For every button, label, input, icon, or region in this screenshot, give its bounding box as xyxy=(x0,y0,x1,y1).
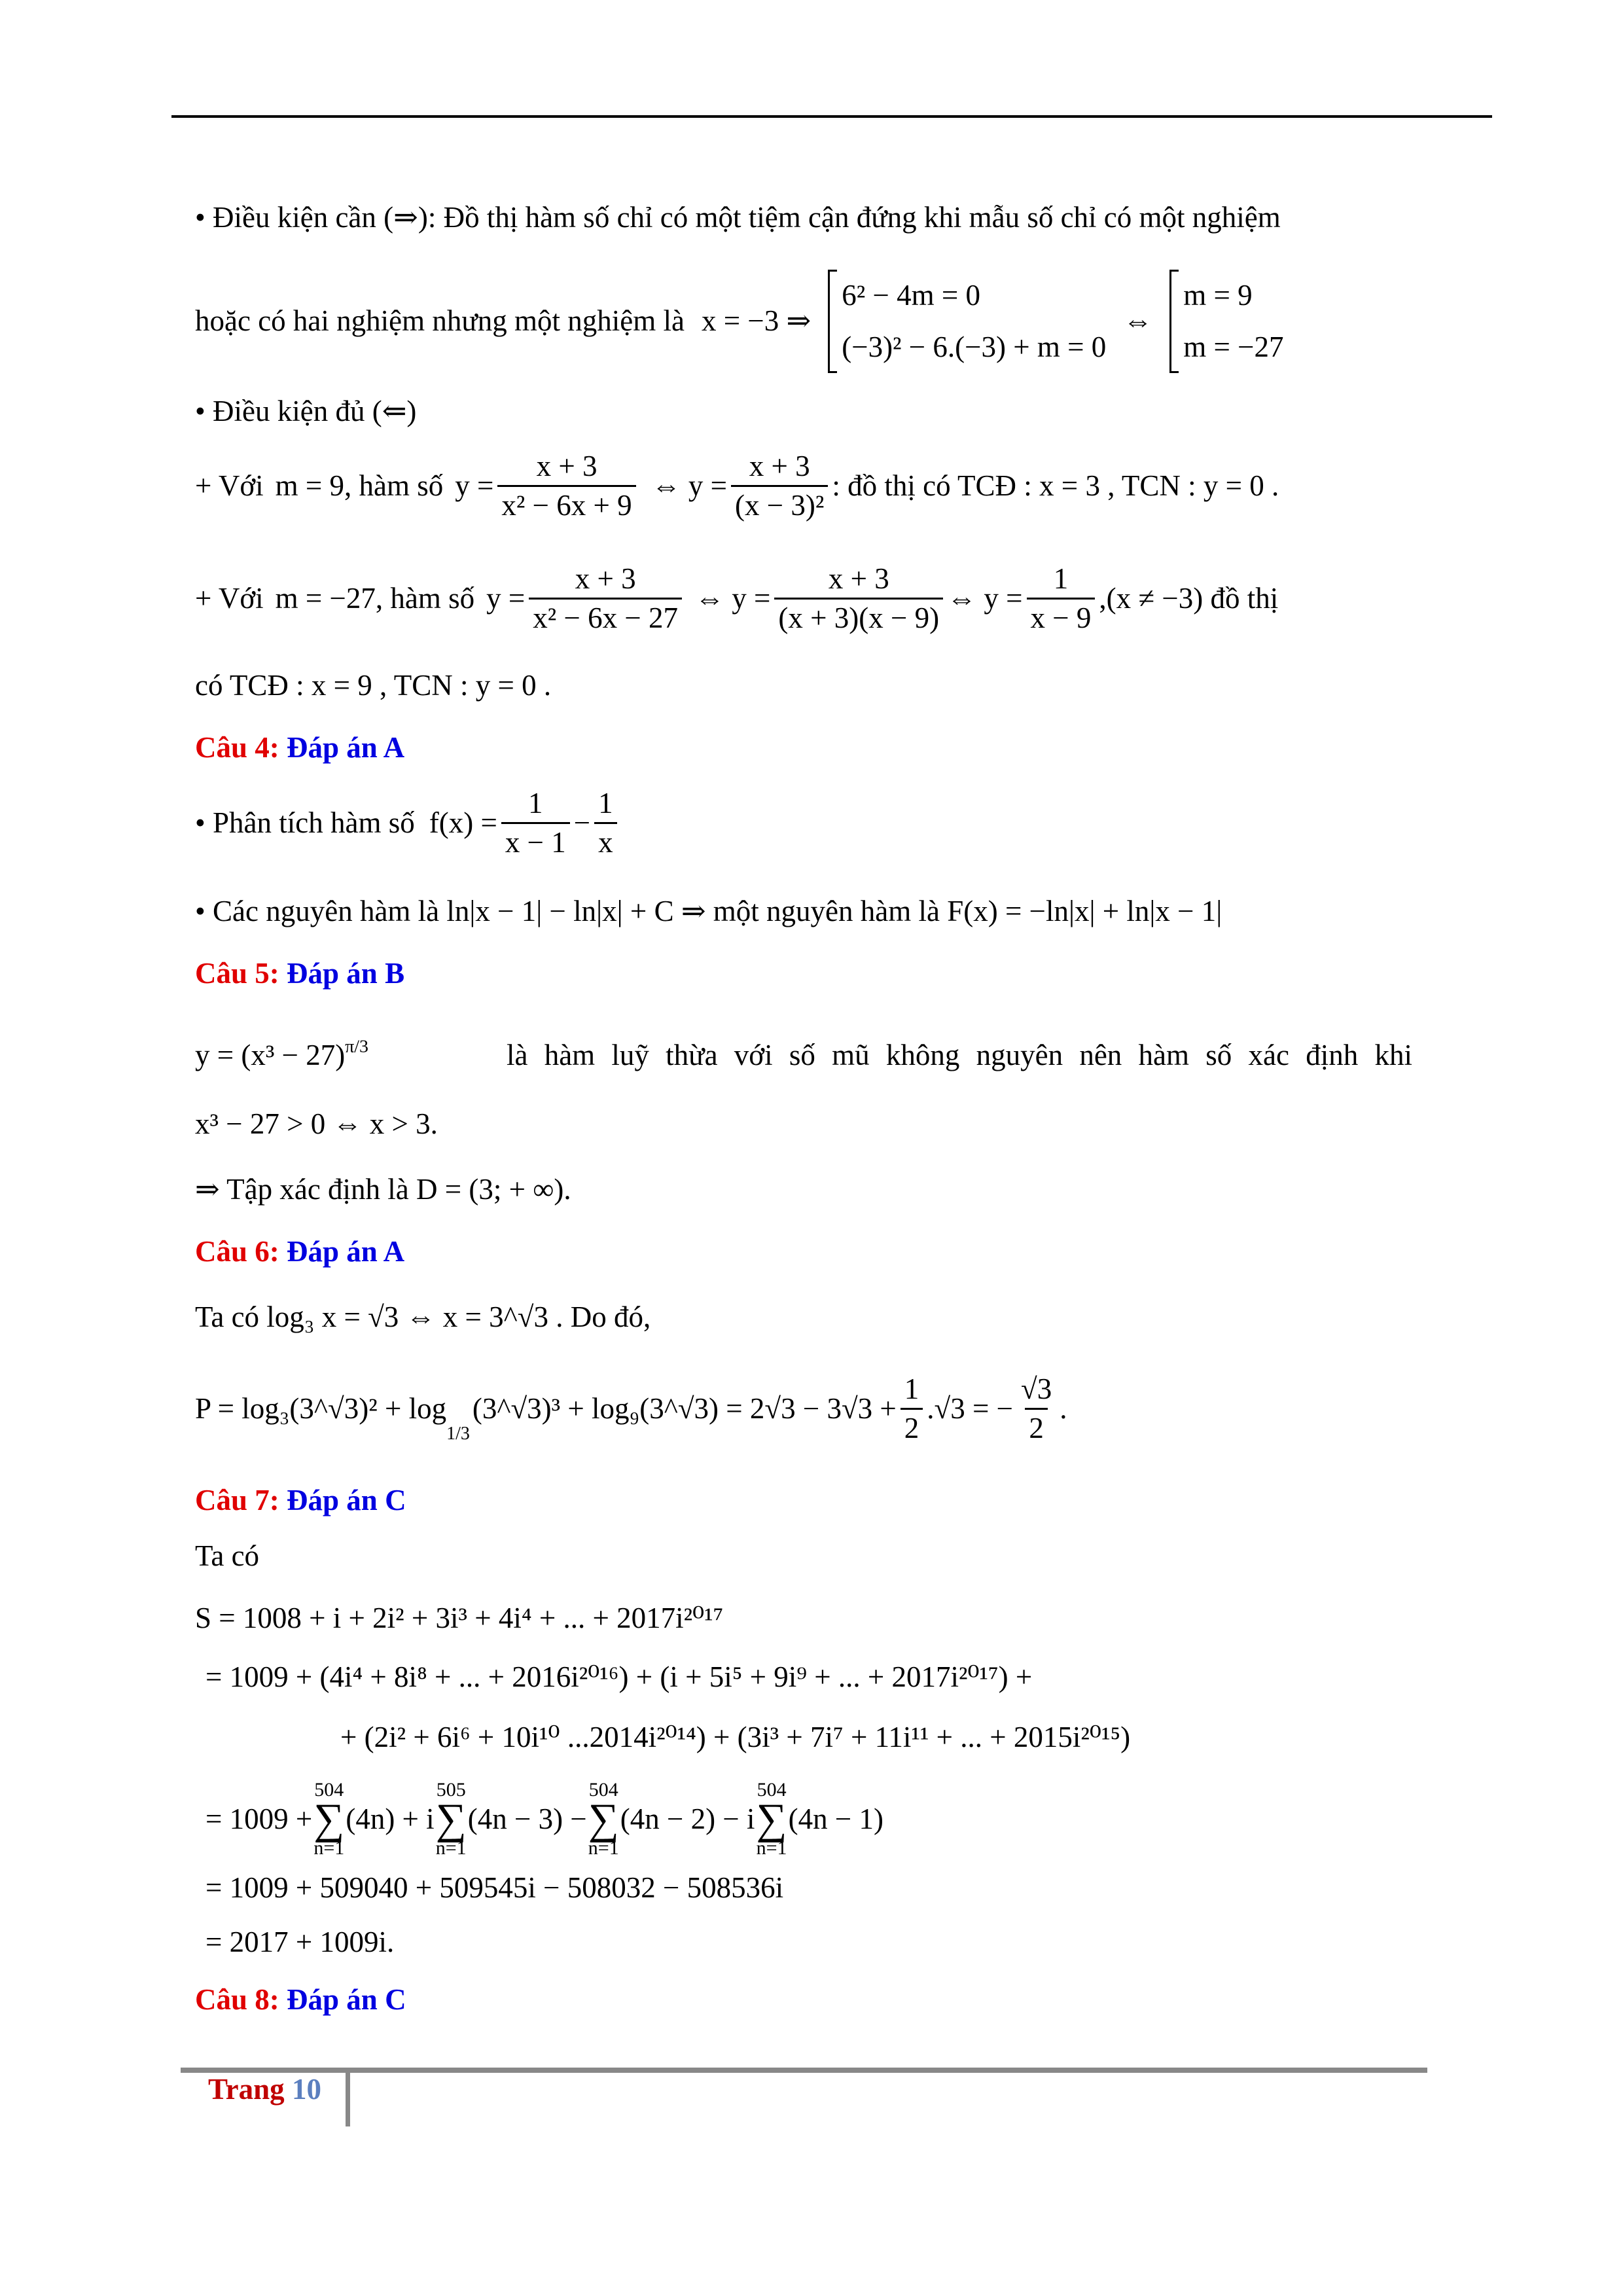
numerator: 1 xyxy=(904,1372,919,1405)
equation-S-6: = 2017 + 1009i. xyxy=(205,1926,395,1958)
system-2-row-1: m = 9 xyxy=(1183,279,1253,312)
sum-lower: n=1 xyxy=(313,1837,345,1859)
sum-lower: n=1 xyxy=(435,1837,467,1859)
math: .√3 = − xyxy=(927,1392,1014,1425)
math: (4n − 1) xyxy=(788,1803,883,1836)
answer-label: Đáp án A xyxy=(287,731,405,764)
text: + Với xyxy=(195,582,264,615)
text: hoặc có hai nghiệm nhưng một nghiệm là xyxy=(195,304,685,338)
footer-page xyxy=(208,2075,321,2104)
text: , hàm số xyxy=(375,582,475,615)
system-2 xyxy=(1169,270,1283,373)
answer-label: Đáp án A xyxy=(287,1235,405,1268)
line-hoac-co xyxy=(195,270,1284,373)
heading-cau-8 xyxy=(195,1985,406,2015)
math: (4n − 3) − xyxy=(467,1803,587,1836)
sigma-icon: ∑ xyxy=(588,1795,619,1843)
fraction xyxy=(497,452,635,520)
text: + Với xyxy=(195,469,264,502)
sum-upper: 505 xyxy=(436,1779,466,1801)
fraction xyxy=(1027,564,1096,633)
numerator: x + 3 xyxy=(536,450,597,482)
numerator: x + 3 xyxy=(575,562,636,595)
numerator: 1 xyxy=(598,787,613,819)
fraction xyxy=(594,789,617,857)
math: (4n − 2) − i xyxy=(620,1803,755,1836)
denominator: x² − 6x − 27 xyxy=(529,598,682,633)
equation-S-5: = 1009 + 509040 + 509545i − 508032 − 508536i xyxy=(205,1871,784,1904)
math: . xyxy=(1060,1392,1067,1425)
equiv-symbol: ⇔ xyxy=(1123,304,1153,338)
system-1-row-1: 6² − 4m = 0 xyxy=(842,279,980,312)
fraction xyxy=(529,564,682,633)
math: ⇔ y = xyxy=(651,469,728,502)
header-rule xyxy=(171,115,1492,118)
denominator: x² − 6x + 9 xyxy=(497,485,635,520)
system-2-row-2: m = −27 xyxy=(1183,330,1284,363)
heading-cau-7 xyxy=(195,1486,406,1515)
math: m = 9 xyxy=(275,469,345,502)
answer-label: Đáp án C xyxy=(287,1484,406,1516)
heading-cau-5 xyxy=(195,959,404,988)
sum-lower: n=1 xyxy=(588,1837,619,1859)
sigma-icon: ∑ xyxy=(756,1795,787,1843)
log-base: 1/3 xyxy=(446,1424,470,1444)
math: = 1009 + xyxy=(205,1803,313,1836)
line-co-tcd: có TCĐ : x = 9 , TCN : y = 0 . xyxy=(195,669,552,702)
question-label: Câu 4: xyxy=(195,731,279,764)
system-1 xyxy=(828,270,1106,373)
numerator: 1 xyxy=(528,787,543,819)
fraction xyxy=(774,564,943,633)
line-P xyxy=(195,1374,1067,1443)
denominator: 2 xyxy=(1025,1408,1048,1443)
sigma-icon: ∑ xyxy=(313,1795,345,1843)
sum-lower: n=1 xyxy=(756,1837,787,1859)
sum-4 xyxy=(757,1780,787,1858)
sigma-icon: ∑ xyxy=(435,1795,467,1843)
line-tap-xac-dinh: ⇒ Tập xác định là D = (3; + ∞). xyxy=(195,1173,571,1206)
footer-label: Trang xyxy=(208,2073,285,2106)
sum-upper: 504 xyxy=(588,1779,618,1801)
sum-upper: 504 xyxy=(757,1779,787,1801)
math-y: y = (x³ − 27) xyxy=(195,1039,346,1071)
question-label: Câu 6: xyxy=(195,1235,279,1268)
question-label: Câu 7: xyxy=(195,1484,279,1516)
sum-1 xyxy=(313,1780,344,1858)
math xyxy=(195,1036,368,1071)
math: y = xyxy=(455,469,494,502)
math: ⇔ y = xyxy=(947,582,1023,615)
equation-S-4 xyxy=(205,1780,883,1858)
footer-divider xyxy=(346,2068,350,2126)
text: : đồ thị có TCĐ : x = 3 , TCN : y = 0 . xyxy=(832,469,1279,502)
line-dieu-kien-can: • Điều kiện cần (⇒): Đồ thị hàm số chỉ có một tiệm cận đứng khi mẫu số chỉ có một nghiệm xyxy=(195,201,1281,234)
math: − xyxy=(573,806,591,839)
sum-3 xyxy=(588,1780,619,1858)
footer-rule xyxy=(181,2068,1427,2073)
equation-S-3: + (2i² + 6i⁶ + 10i¹⁰ ...2014i²⁰¹⁴) + (3i³ + 7i⁷ + 11i¹¹ + ... + 2015i²⁰¹⁵) xyxy=(340,1721,1131,1753)
math: m = −27 xyxy=(275,582,376,615)
line-ham-luy-thua xyxy=(195,1036,1412,1071)
numerator: 1 xyxy=(1053,562,1069,595)
line-ta-co-log: Ta có log₃ x = √3 ⇔ x = 3^√3 . Do đó, xyxy=(195,1300,651,1333)
fraction xyxy=(731,452,828,520)
line-phan-tich xyxy=(195,789,621,857)
exponent: π/3 xyxy=(345,1036,368,1057)
heading-cau-6 xyxy=(195,1237,404,1266)
line-nguyen-ham: • Các nguyên hàm là ln|x − 1| − ln|x| + C ⇒ một nguyên hàm là F(x) = −ln|x| + ln|x − 1| xyxy=(195,895,1222,927)
question-label: Câu 8: xyxy=(195,1983,279,2016)
math-x: x = −3 ⇒ xyxy=(701,304,812,338)
text: ,(x ≠ −3) đồ thị xyxy=(1099,582,1279,615)
page-number: 10 xyxy=(291,2073,321,2106)
numerator: √3 xyxy=(1021,1372,1052,1405)
fraction xyxy=(1017,1374,1056,1443)
math: y = xyxy=(486,582,526,615)
denominator: (x + 3)(x − 9) xyxy=(774,598,943,633)
math: ⇔ y = xyxy=(695,582,771,615)
line-dieu-kien-du: • Điều kiện đủ (⇐) xyxy=(195,395,417,427)
math: P = log₃(3^√3)² + log xyxy=(195,1392,447,1425)
denominator: (x − 3)² xyxy=(731,485,828,520)
math: f(x) = xyxy=(429,806,497,839)
equation-S-2: = 1009 + (4i⁴ + 8i⁸ + ... + 2016i²⁰¹⁶) + (i + 5i⁵ + 9i⁹ + ... + 2017i²⁰¹⁷) + xyxy=(205,1660,1033,1693)
denominator: x − 9 xyxy=(1027,598,1096,633)
heading-cau-4 xyxy=(195,733,404,762)
equation-S-1: S = 1008 + i + 2i² + 3i³ + 4i⁴ + ... + 2017i²⁰¹⁷ xyxy=(195,1602,724,1634)
line-m9 xyxy=(195,452,1279,520)
line-ta-co: Ta có xyxy=(195,1539,260,1572)
line-dieu-kien-x: x³ − 27 > 0 ⇔ x > 3. xyxy=(195,1107,438,1140)
text: , hàm số xyxy=(344,469,444,502)
text: là hàm luỹ thừa với số mũ không nguyên nên hàm số xác định khi xyxy=(506,1039,1412,1071)
question-label: Câu 5: xyxy=(195,957,279,990)
sum-upper: 504 xyxy=(314,1779,344,1801)
numerator: x + 3 xyxy=(828,562,889,595)
math: (3^√3)³ + log₉(3^√3) = 2√3 − 3√3 + xyxy=(472,1392,897,1425)
line-m-27 xyxy=(195,564,1278,633)
answer-label: Đáp án B xyxy=(287,957,405,990)
fraction xyxy=(501,789,570,857)
denominator: x xyxy=(594,822,617,857)
system-1-row-2: (−3)² − 6.(−3) + m = 0 xyxy=(842,330,1107,363)
text: • Phân tích hàm số xyxy=(195,806,415,839)
numerator: x + 3 xyxy=(749,450,810,482)
answer-label: Đáp án C xyxy=(287,1983,406,2016)
fraction xyxy=(901,1374,923,1443)
math: (4n) + i xyxy=(346,1803,435,1836)
sum-2 xyxy=(436,1780,467,1858)
denominator: x − 1 xyxy=(501,822,570,857)
denominator: 2 xyxy=(901,1408,923,1443)
